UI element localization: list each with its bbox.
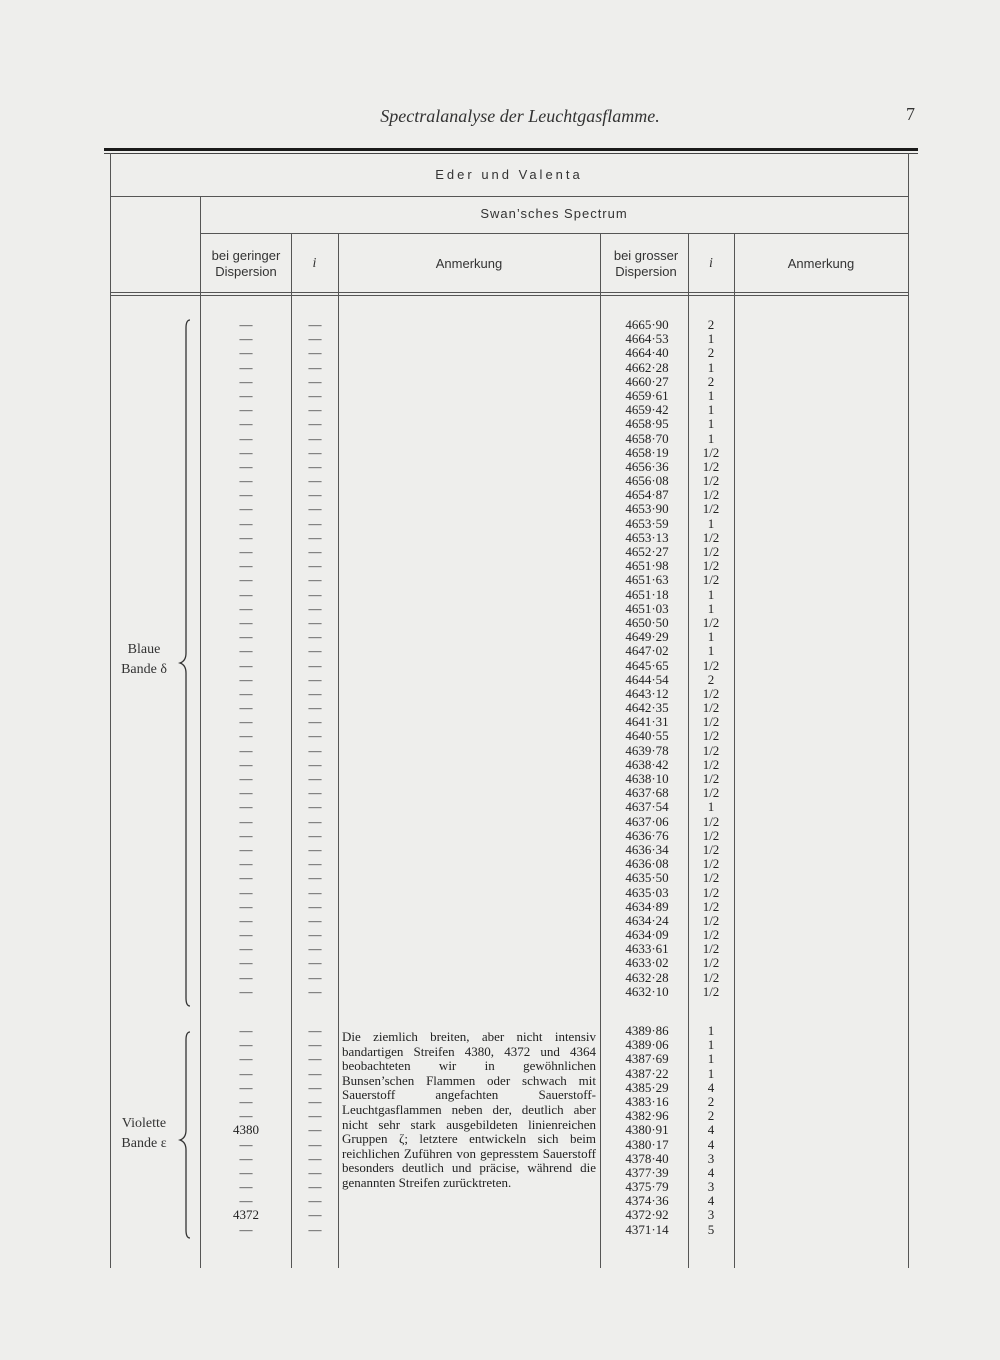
empty-dash: — <box>239 387 253 403</box>
empty-dash: — <box>239 884 253 900</box>
wavelength-value: 4385·29 <box>625 1079 669 1095</box>
empty-dash: — <box>308 955 322 971</box>
table-left-border <box>110 153 111 1268</box>
i1-right-divider <box>338 233 339 1268</box>
empty-dash: — <box>239 870 253 886</box>
intensity-value: 1 <box>707 1051 715 1067</box>
empty-dash: — <box>239 813 253 829</box>
empty-dash: — <box>239 799 253 815</box>
intensity-value: 1 <box>707 402 715 418</box>
empty-dash: — <box>308 1037 322 1053</box>
wavelength-value: 4652·27 <box>625 544 669 559</box>
intensity-value: 1/2 <box>702 827 720 843</box>
wavelength-value: 4654·87 <box>625 487 669 503</box>
wavelength-value: 4637·68 <box>625 785 669 801</box>
empty-dash: — <box>308 373 322 389</box>
empty-dash: — <box>239 728 253 744</box>
intensity-value: 1 <box>707 1037 715 1053</box>
top-rule <box>104 148 918 151</box>
header-remark2: Anmerkung <box>787 256 855 271</box>
empty-dash: — <box>239 856 253 872</box>
wavelength-value: 4664·53 <box>625 331 669 347</box>
intensity-value: 3 <box>707 1207 715 1223</box>
empty-dash: — <box>239 331 253 347</box>
empty-dash: — <box>239 614 253 630</box>
empty-dash: — <box>308 473 322 489</box>
empty-dash: — <box>308 1108 322 1124</box>
intensity-value: 5 <box>707 1221 715 1237</box>
intensity-value: 1/2 <box>702 813 720 829</box>
intensity-value: 1 <box>707 1023 715 1038</box>
empty-dash: — <box>308 1023 322 1038</box>
wavelength-value: 4387·69 <box>625 1051 669 1067</box>
empty-dash: — <box>308 1164 322 1180</box>
intensity-value: 1/2 <box>702 487 720 503</box>
empty-dash: — <box>308 771 322 786</box>
intensity-value: 1 <box>707 416 715 432</box>
empty-dash: — <box>239 444 253 460</box>
intensity-value: 1/2 <box>702 444 720 460</box>
wavelength-value: 4659·42 <box>625 402 669 418</box>
table-title: Eder und Valenta <box>435 167 583 182</box>
brace-blaue-bande <box>178 318 194 1008</box>
remark-violette-bande: Die ziemlich breiten, aber nicht intensiv bandartigen Streifen 4380, 4372 und 4364 beobachteten wir in gewöhnlichen Bunsen’schen Flammen oder schwach mit Sauerstoff angefachten Sauerstoff-Leuchtgasflammen neben der, deutlich aber nicht sehr stark ausgebildeten linienreichen Gruppen ζ; letztere entwickeln sich beim reichlichen Zuführen von gepresstem Sauerstoff besonders deutlich und präcise, während die genannten Streifen zurücktreten. <box>342 1029 596 1190</box>
intensity-value: 1/2 <box>702 544 720 559</box>
intensity-value: 1/2 <box>702 501 720 517</box>
i2-right-divider <box>734 233 735 1268</box>
empty-dash: — <box>239 1108 253 1124</box>
group-label-line1: Blaue <box>127 642 161 657</box>
intensity-value: 1/2 <box>702 927 720 943</box>
empty-dash: — <box>239 771 253 786</box>
header-high-dispersion: bei grosser Dispersion <box>613 248 679 279</box>
intensity-value: 1/2 <box>702 856 720 872</box>
empty-dash: — <box>239 714 253 730</box>
page-number: 7 <box>906 104 915 124</box>
empty-dash: — <box>308 558 322 574</box>
blaue-intensity-column <box>696 318 726 999</box>
intensity-value: 1/2 <box>702 728 720 744</box>
empty-dash: — <box>308 700 322 716</box>
empty-dash: — <box>308 1221 322 1237</box>
wavelength-value: 4389·86 <box>625 1023 669 1038</box>
wavelength-value: 4659·61 <box>625 387 669 403</box>
empty-dash: — <box>308 1079 322 1095</box>
empty-dash: — <box>308 529 322 545</box>
wavelength-value: 4665·90 <box>625 317 669 332</box>
wavelength-value: 4651·03 <box>625 600 669 616</box>
empty-dash: — <box>308 799 322 815</box>
empty-dash: — <box>308 870 322 886</box>
intensity-value: 1/2 <box>702 756 720 772</box>
empty-dash: — <box>308 359 322 375</box>
intensity-value: 1/2 <box>702 870 720 886</box>
wavelength-value: 4653·13 <box>625 529 669 545</box>
top-rule-thin <box>104 153 918 154</box>
empty-dash: — <box>239 1193 253 1209</box>
empty-dash: — <box>308 402 322 418</box>
empty-dash: — <box>239 643 253 659</box>
empty-dash: — <box>239 685 253 701</box>
blaue-low-dispersion-column <box>226 318 266 999</box>
wavelength-value: 4635·50 <box>625 870 669 886</box>
empty-dash: — <box>239 742 253 758</box>
intensity-value: 1/2 <box>702 473 720 489</box>
empty-dash: — <box>308 1136 322 1152</box>
wavelength-value: 4633·61 <box>625 941 669 957</box>
wavelength-value: 4383·16 <box>625 1093 669 1109</box>
violette-i1-column <box>300 1024 330 1237</box>
group-label-line1: Violette <box>121 1116 167 1131</box>
table-right-border <box>908 153 909 1268</box>
empty-dash: — <box>239 600 253 616</box>
empty-dash: — <box>239 1179 253 1195</box>
wavelength-value: 4634·89 <box>625 898 669 914</box>
empty-dash: — <box>239 1136 253 1152</box>
empty-dash: — <box>239 912 253 928</box>
empty-dash: — <box>308 629 322 645</box>
intensity-value: 1/2 <box>702 955 720 971</box>
blaue-wavelength-column <box>612 318 682 999</box>
empty-dash: — <box>239 402 253 418</box>
empty-dash: — <box>308 1065 322 1081</box>
empty-dash: — <box>308 941 322 957</box>
intensity-value: 1 <box>707 643 715 659</box>
empty-dash: — <box>239 1037 253 1053</box>
empty-dash: — <box>239 927 253 943</box>
intensity-value: 1/2 <box>702 898 720 914</box>
wavelength-value: 4656·36 <box>625 458 669 474</box>
wavelength-value: 4660·27 <box>625 373 669 389</box>
intensity-value: 1/2 <box>702 572 720 588</box>
wavelength-value: 4634·09 <box>625 927 669 943</box>
remark1-right-divider <box>600 233 601 1268</box>
empty-dash: — <box>239 416 253 432</box>
wavelength-value: 4380·17 <box>625 1136 669 1152</box>
empty-dash: — <box>308 912 322 928</box>
empty-dash: — <box>239 572 253 588</box>
empty-dash: — <box>308 685 322 701</box>
header-i1: i <box>312 256 317 271</box>
empty-dash: — <box>308 345 322 361</box>
group-label-blaue-bande <box>112 640 176 680</box>
empty-dash: — <box>308 671 322 687</box>
wavelength-value: 4380·91 <box>625 1122 669 1138</box>
empty-dash: — <box>239 898 253 914</box>
intensity-value: 2 <box>707 373 715 389</box>
wavelength-value: 4658·70 <box>625 430 669 446</box>
empty-dash: — <box>308 856 322 872</box>
intensity-value: 1 <box>707 331 715 347</box>
wavelength-value: 4638·10 <box>625 771 669 786</box>
wavelength-value: 4641·31 <box>625 714 669 730</box>
empty-dash: — <box>239 700 253 716</box>
low-dispersion-value: 4380 <box>233 1122 259 1138</box>
wavelength-value: 4634·24 <box>625 912 669 928</box>
intensity-value: 2 <box>707 1093 715 1109</box>
empty-dash: — <box>308 501 322 517</box>
intensity-value: 1 <box>707 359 715 375</box>
intensity-value: 2 <box>707 345 715 361</box>
empty-dash: — <box>239 373 253 389</box>
intensity-value: 1/2 <box>702 685 720 701</box>
empty-dash: — <box>308 714 322 730</box>
group-column-divider <box>200 196 201 1268</box>
empty-dash: — <box>239 983 253 999</box>
intensity-value: 1/2 <box>702 742 720 758</box>
empty-dash: — <box>308 1207 322 1223</box>
empty-dash: — <box>239 629 253 645</box>
intensity-value: 1 <box>707 629 715 645</box>
wavelength-value: 4374·36 <box>625 1193 669 1209</box>
empty-dash: — <box>239 756 253 772</box>
empty-dash: — <box>239 827 253 843</box>
empty-dash: — <box>308 1193 322 1209</box>
header-bottom-rule-2 <box>110 295 908 296</box>
wavelength-value: 4658·19 <box>625 444 669 460</box>
intensity-value: 4 <box>707 1136 715 1152</box>
wavelength-value: 4649·29 <box>625 629 669 645</box>
empty-dash: — <box>239 1221 253 1237</box>
wavelength-value: 4651·18 <box>625 586 669 602</box>
empty-dash: — <box>239 969 253 985</box>
intensity-value: 1/2 <box>702 884 720 900</box>
low-dispersion-value: 4372 <box>233 1207 259 1223</box>
intensity-value: 1/2 <box>702 983 720 999</box>
intensity-value: 2 <box>707 317 715 332</box>
empty-dash: — <box>239 1065 253 1081</box>
empty-dash: — <box>308 331 322 347</box>
intensity-value: 1/2 <box>702 785 720 801</box>
wavelength-value: 4389·06 <box>625 1037 669 1053</box>
intensity-value: 1/2 <box>702 841 720 857</box>
header-low-dispersion: bei geringer Dispersion <box>211 248 281 279</box>
empty-dash: — <box>239 558 253 574</box>
wavelength-value: 4651·98 <box>625 558 669 574</box>
empty-dash: — <box>239 1023 253 1038</box>
intensity-value: 1/2 <box>702 912 720 928</box>
i1-left-divider <box>291 233 292 1268</box>
empty-dash: — <box>308 927 322 943</box>
empty-dash: — <box>308 600 322 616</box>
empty-dash: — <box>239 785 253 801</box>
empty-dash: — <box>308 884 322 900</box>
empty-dash: — <box>308 983 322 999</box>
empty-dash: — <box>239 529 253 545</box>
wavelength-value: 4371·14 <box>625 1221 669 1237</box>
empty-dash: — <box>308 1179 322 1195</box>
intensity-value: 1/2 <box>702 941 720 957</box>
empty-dash: — <box>308 1093 322 1109</box>
empty-dash: — <box>308 756 322 772</box>
wavelength-value: 4664·40 <box>625 345 669 361</box>
wavelength-value: 4640·55 <box>625 728 669 744</box>
wavelength-value: 4647·02 <box>625 643 669 659</box>
intensity-value: 4 <box>707 1164 715 1180</box>
empty-dash: — <box>308 614 322 630</box>
wavelength-value: 4643·12 <box>625 685 669 701</box>
empty-dash: — <box>239 430 253 446</box>
wavelength-value: 4637·54 <box>625 799 669 815</box>
empty-dash: — <box>239 473 253 489</box>
wavelength-value: 4656·08 <box>625 473 669 489</box>
violette-intensity-column <box>696 1024 726 1237</box>
intensity-value: 1 <box>707 600 715 616</box>
empty-dash: — <box>308 813 322 829</box>
wavelength-value: 4651·63 <box>625 572 669 588</box>
running-title: Spectralanalyse der Leuchtgasflamme. <box>380 106 660 126</box>
empty-dash: — <box>308 515 322 531</box>
empty-dash: — <box>308 387 322 403</box>
intensity-value: 1 <box>707 1065 715 1081</box>
group-label-line2: Bande ε <box>121 1136 167 1151</box>
intensity-value: 1 <box>707 430 715 446</box>
title-underline <box>110 196 908 197</box>
empty-dash: — <box>239 941 253 957</box>
empty-dash: — <box>308 827 322 843</box>
wavelength-value: 4636·34 <box>625 841 669 857</box>
intensity-value: 3 <box>707 1150 715 1166</box>
group-label-violette-bande <box>112 1114 176 1154</box>
empty-dash: — <box>308 458 322 474</box>
wavelength-value: 4382·96 <box>625 1108 669 1124</box>
wavelength-value: 4636·08 <box>625 856 669 872</box>
empty-dash: — <box>239 359 253 375</box>
intensity-value: 1 <box>707 515 715 531</box>
empty-dash: — <box>308 444 322 460</box>
wavelength-value: 4645·65 <box>625 657 669 673</box>
intensity-value: 1/2 <box>702 558 720 574</box>
intensity-value: 1/2 <box>702 657 720 673</box>
empty-dash: — <box>308 544 322 559</box>
wavelength-value: 4644·54 <box>625 671 669 687</box>
empty-dash: — <box>239 841 253 857</box>
wavelength-value: 4653·59 <box>625 515 669 531</box>
wavelength-value: 4636·76 <box>625 827 669 843</box>
empty-dash: — <box>308 317 322 332</box>
wavelength-value: 4662·28 <box>625 359 669 375</box>
empty-dash: — <box>239 501 253 517</box>
wavelength-value: 4633·02 <box>625 955 669 971</box>
wavelength-value: 4653·90 <box>625 501 669 517</box>
wavelength-value: 4658·95 <box>625 416 669 432</box>
intensity-value: 1 <box>707 387 715 403</box>
wavelength-value: 4632·28 <box>625 969 669 985</box>
header-remark1: Anmerkung <box>435 256 503 271</box>
i2-left-divider <box>688 233 689 1268</box>
intensity-value: 4 <box>707 1193 715 1209</box>
group-label-line2: Bande δ <box>121 662 167 677</box>
empty-dash: — <box>308 572 322 588</box>
empty-dash: — <box>308 898 322 914</box>
empty-dash: — <box>239 586 253 602</box>
empty-dash: — <box>308 416 322 432</box>
empty-dash: — <box>308 1150 322 1166</box>
intensity-value: 1/2 <box>702 771 720 786</box>
wavelength-value: 4637·06 <box>625 813 669 829</box>
wavelength-value: 4639·78 <box>625 742 669 758</box>
empty-dash: — <box>308 586 322 602</box>
wavelength-value: 4632·10 <box>625 983 669 999</box>
empty-dash: — <box>239 671 253 687</box>
empty-dash: — <box>308 430 322 446</box>
empty-dash: — <box>239 515 253 531</box>
intensity-value: 1/2 <box>702 700 720 716</box>
empty-dash: — <box>239 544 253 559</box>
brace-violette-bande <box>178 1030 194 1240</box>
empty-dash: — <box>308 487 322 503</box>
empty-dash: — <box>308 969 322 985</box>
intensity-value: 1/2 <box>702 529 720 545</box>
intensity-value: 3 <box>707 1179 715 1195</box>
wavelength-value: 4635·03 <box>625 884 669 900</box>
blaue-i1-column <box>300 318 330 999</box>
intensity-value: 2 <box>707 1108 715 1124</box>
empty-dash: — <box>239 1051 253 1067</box>
intensity-value: 2 <box>707 671 715 687</box>
empty-dash: — <box>239 1079 253 1095</box>
empty-dash: — <box>239 1150 253 1166</box>
empty-dash: — <box>308 1122 322 1138</box>
empty-dash: — <box>239 345 253 361</box>
empty-dash: — <box>308 728 322 744</box>
violette-wavelength-column <box>612 1024 682 1237</box>
intensity-value: 4 <box>707 1079 715 1095</box>
wavelength-value: 4375·79 <box>625 1179 669 1195</box>
intensity-value: 1/2 <box>702 458 720 474</box>
empty-dash: — <box>308 742 322 758</box>
empty-dash: — <box>308 841 322 857</box>
intensity-value: 4 <box>707 1122 715 1138</box>
empty-dash: — <box>239 1093 253 1109</box>
wavelength-value: 4650·50 <box>625 614 669 630</box>
intensity-value: 1/2 <box>702 969 720 985</box>
wavelength-value: 4378·40 <box>625 1150 669 1166</box>
intensity-value: 1/2 <box>702 714 720 730</box>
empty-dash: — <box>239 955 253 971</box>
empty-dash: — <box>239 458 253 474</box>
intensity-value: 1 <box>707 799 715 815</box>
header-bottom-rule <box>110 292 908 293</box>
empty-dash: — <box>308 785 322 801</box>
wavelength-value: 4642·35 <box>625 700 669 716</box>
wavelength-value: 4387·22 <box>625 1065 669 1081</box>
header-i2: i <box>709 256 713 271</box>
wavelength-value: 4377·39 <box>625 1164 669 1180</box>
intensity-value: 1 <box>707 586 715 602</box>
empty-dash: — <box>308 643 322 659</box>
empty-dash: — <box>308 657 322 673</box>
empty-dash: — <box>308 1051 322 1067</box>
empty-dash: — <box>239 1164 253 1180</box>
subtitle-underline <box>200 233 908 234</box>
wavelength-value: 4638·42 <box>625 756 669 772</box>
empty-dash: — <box>239 487 253 503</box>
empty-dash: — <box>239 657 253 673</box>
intensity-value: 1/2 <box>702 614 720 630</box>
table-subtitle: Swan’sches Spectrum <box>480 206 628 221</box>
violette-low-dispersion-column <box>222 1024 270 1237</box>
wavelength-value: 4372·92 <box>625 1207 669 1223</box>
empty-dash: — <box>239 317 253 332</box>
